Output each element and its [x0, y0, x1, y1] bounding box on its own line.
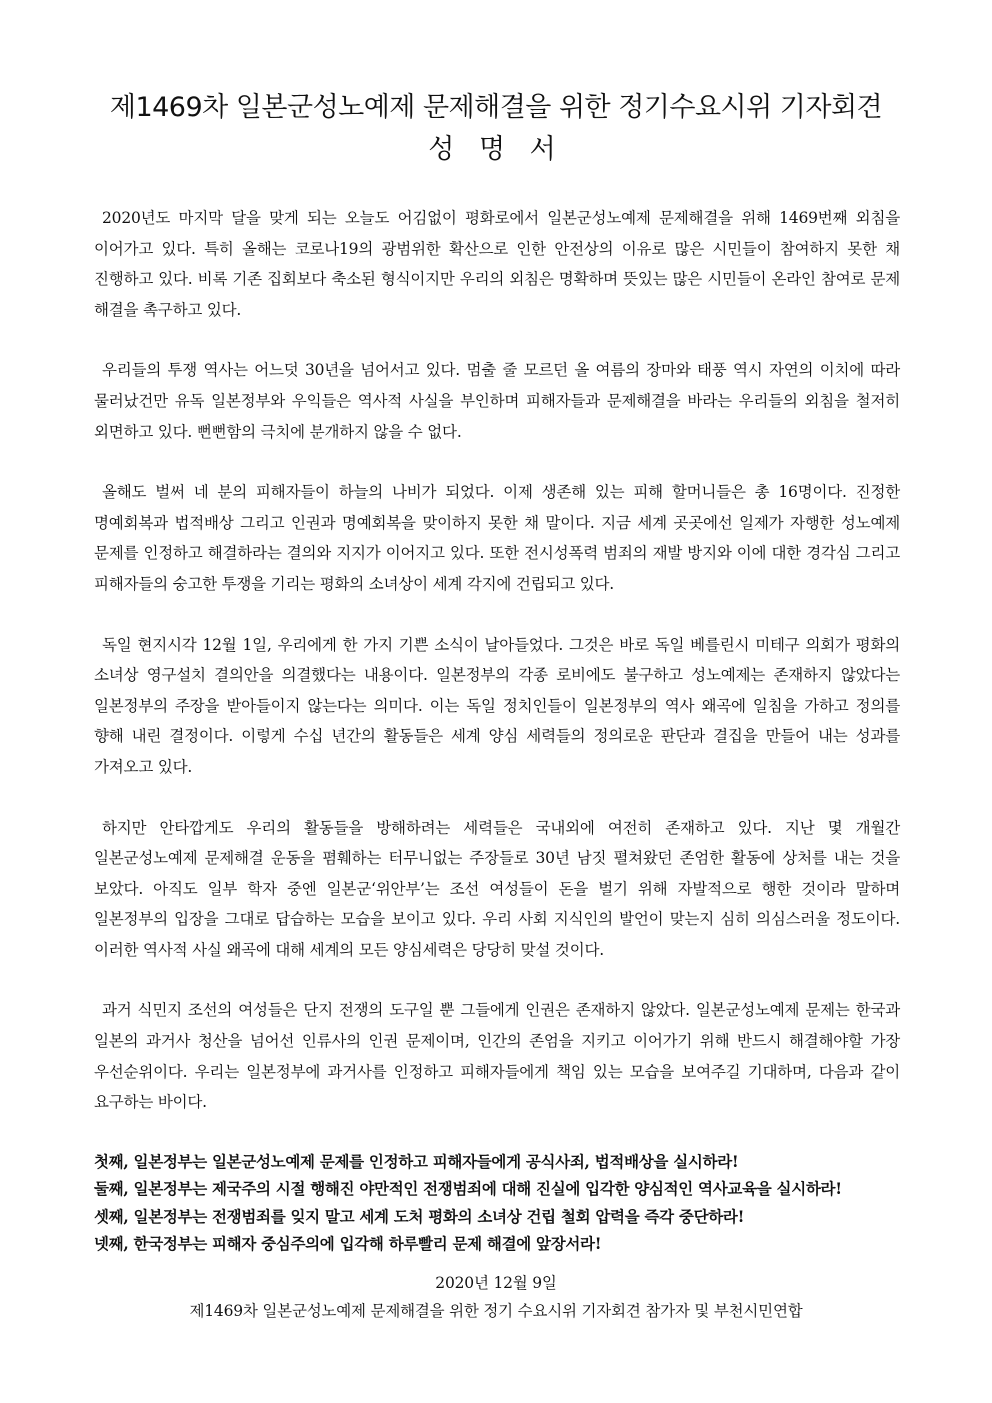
paragraph-3: 올해도 벌써 네 분의 피해자들이 하늘의 나비가 되었다. 이제 생존해 있는 피해 할머니들은 총 16명이다. 진정한 명예회복과 법적배상 그리고 인권과 명예회복을 맞이하지 못한 채 말이다. 지금 세계 곳곳에선 일제가 자행한 성노예제 문제를 인정하고 해결하라는 결의와 지지가 이어지고 있다. 또한 전시성폭력 범죄의 재발 방지와 이에 대한 경각심 그리고 피해자들의 숭고한 투쟁을 기리는 평화의 소녀상이 세계 각지에 건립되고 있다. — [94, 483, 900, 593]
paragraph-2: 우리들의 투쟁 역사는 어느덧 30년을 넘어서고 있다. 멈출 줄 모르던 올 여름의 장마와 태풍 역시 자연의 이치에 따라 물러났건만 유독 일본정부와 우익들은 역사적 사실을 부인하며 피해자들과 문제해결을 바라는 우리들의 외침을 철저히 외면하고 있다. 뻔뻔함의 극치에 분개하지 않을 수 없다. — [94, 361, 900, 441]
statement-date: 2020년 12월 9일 — [435, 1274, 557, 1292]
demand-2: 둘째, 일본정부는 제국주의 시절 행해진 야만적인 전쟁범죄에 대해 진실에 입각한 양심적인 역사교육을 실시하라! — [94, 1179, 842, 1199]
demand-3: 셋째, 일본정부는 전쟁범죄를 잊지 말고 세계 도처 평화의 소녀상 건립 철회 압력을 즉각 중단하라! — [94, 1206, 745, 1226]
paragraph-6: 과거 식민지 조선의 여성들은 단지 전쟁의 도구일 뿐 그들에게 인권은 존재하지 않았다. 일본군성노예제 문제는 한국과 일본의 과거사 청산을 넘어선 인류사의 인권 문제이며, 인간의 존엄을 지키고 이어가기 위해 반드시 해결해야할 가장 우선순위이다. 우리는 일본정부에 과거사를 인정하고 피해자들에게 책임 있는 모습을 보여주길 기대하며, 다음과 같이 요구하는 바이다. — [94, 1001, 900, 1112]
signatory-organization: 제1469차 일본군성노예제 문제해결을 위한 정기 수요시위 기자회견 참가자 및 부천시민연합 — [189, 1302, 803, 1320]
demands-list — [94, 1148, 900, 1258]
document-subtitle: 성 명 서 — [428, 134, 564, 165]
demand-4: 넷째, 한국정부는 피해자 중심주의에 입각해 하루빨리 문제 해결에 앞장서라! — [94, 1234, 602, 1254]
demand-1: 첫째, 일본정부는 일본군성노예제 문제를 인정하고 피해자들에게 공식사죄, 법적배상을 실시하라! — [94, 1151, 739, 1171]
document-title: 제1469차 일본군성노예제 문제해결을 위한 정기수요시위 기자회견 — [109, 92, 883, 123]
statement-body — [94, 203, 900, 1258]
paragraph-4: 독일 현지시각 12월 1일, 우리에게 한 가지 기쁜 소식이 날아들었다. 그것은 바로 독일 베를린시 미테구 의회가 평화의 소녀상 영구설치 결의안을 의결했다는 내용이다. 일본정부의 각종 로비에도 불구하고 성노예제는 존재하지 않았다는 일본정부의 주장을 받아들이지 않는다는 의미다. 이는 독일 정치인들이 일본정부의 역사 왜곡에 일침을 가하고 정의를 향해 내린 결정이다. 이렇게 수십 년간의 활동들은 세계 양심 세력들의 정의로운 판단과 결집을 만들어 내는 성과를 가져오고 있다. — [94, 635, 900, 776]
paragraph-5: 하지만 안타깝게도 우리의 활동들을 방해하려는 세력들은 국내외에 여전히 존재하고 있다. 지난 몇 개월간 일본군성노예제 문제해결 운동을 폄훼하는 터무니없는 주장들로 30년 남짓 펼쳐왔던 존엄한 활동에 상처를 내는 것을 보았다. 아직도 일부 학자 중엔 일본군‘위안부’는 조선 여성들이 돈을 벌기 위해 자발적으로 행한 것이라 말하며 일본정부의 입장을 그대로 답습하는 모습을 보이고 있다. 우리 사회 지식인의 발언이 맞는지 심히 의심스러울 정도이다. 이러한 역사적 사실 왜곡에 대해 세계의 모든 양심세력은 당당히 맞설 것이다. — [94, 818, 900, 959]
paragraph-1: 2020년도 마지막 달을 맞게 되는 오늘도 어김없이 평화로에서 일본군성노예제 문제해결을 위해 1469번째 외침을 이어가고 있다. 특히 올해는 코로나19의 광범위한 확산으로 인한 안전상의 이유로 많은 시민들이 참여하지 못한 채 진행하고 있다. 비록 기존 집회보다 축소된 형식이지만 우리의 외침은 명확하며 뜻있는 많은 시민들이 온라인 참여로 문제 해결을 촉구하고 있다. — [94, 209, 900, 319]
